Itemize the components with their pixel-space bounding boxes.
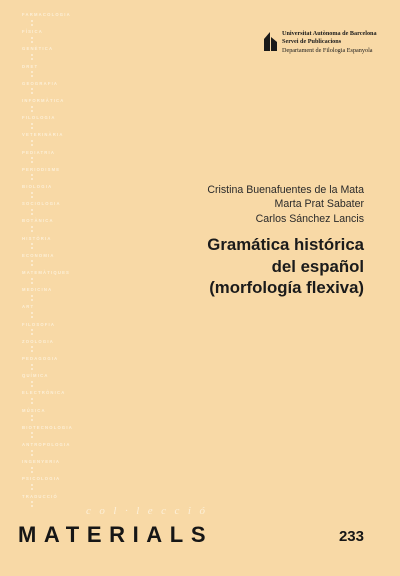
subject-label: GEOGRAFIA <box>22 80 59 86</box>
separator-dots-icon <box>31 106 34 112</box>
subject-label: VETERINÀRIA <box>22 132 64 138</box>
title-line: (morfología flexiva) <box>209 278 364 297</box>
subject-label: ECONOMIA <box>22 252 55 258</box>
separator-dots-icon <box>31 123 34 129</box>
uab-logo-icon <box>264 32 277 51</box>
separator-dots-icon <box>31 450 34 456</box>
separator-dots-icon <box>31 346 34 352</box>
separator-dots-icon <box>31 467 34 473</box>
separator-dots-icon <box>31 88 34 94</box>
author-name: Cristina Buenafuentes de la Mata <box>207 184 364 196</box>
separator-dots-icon <box>31 432 34 438</box>
subject-label: BOTÀNICA <box>22 218 54 224</box>
separator-dots-icon <box>31 140 34 146</box>
subject-label: MÚSICA <box>22 407 46 413</box>
subject-label: BIOLOGIA <box>22 184 53 189</box>
subject-label: GENÈTICA <box>22 46 54 52</box>
separator-dots-icon <box>31 20 34 26</box>
separator-dots-icon <box>31 501 34 507</box>
subject-label: INGENYERIA <box>22 459 61 465</box>
subject-label: PERIODISME <box>22 166 61 172</box>
subject-label: DRET <box>22 63 39 69</box>
subject-label: ELECTRÒNICA <box>22 390 66 396</box>
authors <box>207 183 364 226</box>
separator-dots-icon <box>31 54 34 60</box>
series-number: 233 <box>338 528 364 545</box>
separator-dots-icon <box>31 415 34 421</box>
separator-dots-icon <box>31 278 34 284</box>
subject-label: BIOTECNOLOGIA <box>22 424 73 430</box>
separator-dots-icon <box>31 260 34 266</box>
author-name: Carlos Sánchez Lancis <box>255 212 364 225</box>
separator-dots-icon <box>31 364 34 370</box>
subject-label: ART <box>22 304 35 310</box>
subject-label: MATEMÀTIQUES <box>22 270 71 275</box>
subject-label: INFORMÀTICA <box>22 98 65 103</box>
subject-label: FILOSOFIA <box>22 321 56 327</box>
separator-dots-icon <box>31 312 34 318</box>
subject-label: HISTÒRIA <box>22 235 52 241</box>
separator-dots-icon <box>31 174 34 180</box>
separator-dots-icon <box>31 329 34 335</box>
subject-label: PEDAGOGIA <box>22 356 59 361</box>
book-title <box>207 234 364 299</box>
separator-dots-icon <box>31 157 34 163</box>
subject-label: ZOOLOGIA <box>22 338 54 344</box>
series-name: MATERIALS <box>18 522 214 547</box>
separator-dots-icon <box>31 226 34 232</box>
separator-dots-icon <box>31 398 34 404</box>
publisher-department: Departament de Filologia Espanyola <box>282 46 373 54</box>
collection-label: col·lecció <box>86 505 214 517</box>
subject-label: ANTROPOLOGIA <box>22 442 71 447</box>
separator-dots-icon <box>31 71 34 77</box>
separator-dots-icon <box>31 209 34 215</box>
subject-label: QUÍMICA <box>22 373 49 379</box>
publisher-university: Universitat Autònoma de Barcelona <box>282 30 377 37</box>
title-line: Gramática histórica <box>207 235 364 254</box>
subject-label: MEDICINA <box>22 287 53 293</box>
subject-label: PEDIATRIA <box>22 149 56 155</box>
separator-dots-icon <box>31 37 34 43</box>
subject-label: SOCIOLOGIA <box>22 201 61 207</box>
separator-dots-icon <box>31 192 34 198</box>
publisher-service: Servei de Publicacions <box>282 38 342 46</box>
subject-label: FÍSICA <box>22 29 43 35</box>
separator-dots-icon <box>31 295 34 301</box>
subject-label: TRADUCCIÓ <box>22 493 58 499</box>
separator-dots-icon <box>31 243 34 249</box>
separator-dots-icon <box>31 484 34 490</box>
subject-label: FILOLOGIA <box>22 115 56 121</box>
title-line: del español <box>271 256 364 276</box>
author-name: Marta Prat Sabater <box>274 198 364 211</box>
separator-dots-icon <box>31 381 34 387</box>
subject-label: FARMACOLOGIA <box>22 12 71 17</box>
subject-label: PSICOLOGIA <box>22 476 61 482</box>
